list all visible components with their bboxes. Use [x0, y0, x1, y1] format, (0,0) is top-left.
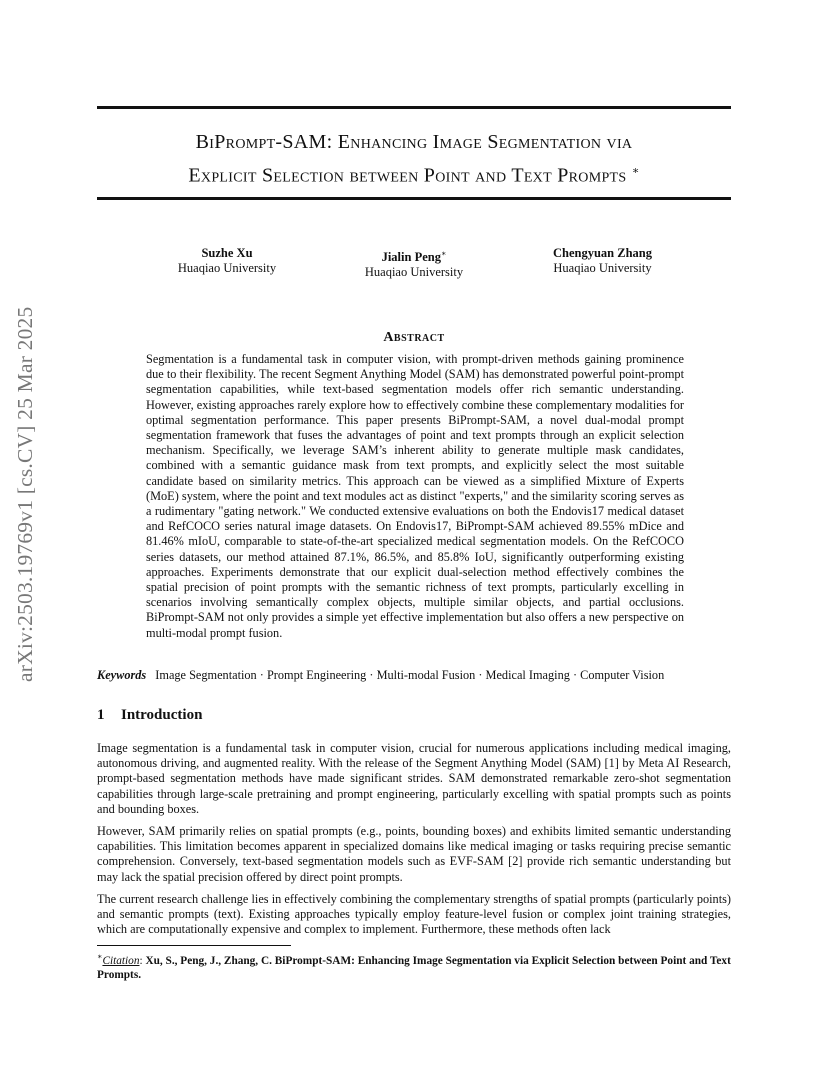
author-name: Suzhe Xu	[201, 246, 253, 260]
paper-title	[97, 128, 731, 191]
author-1	[172, 246, 282, 276]
footnote-citation: Xu, S., Peng, J., Zhang, C. BiPrompt-SAM: Enhancing Image Segmentation via Explicit Selection between Point and Text Prompts.	[97, 954, 731, 981]
title-top-rule	[97, 106, 731, 109]
title-bottom-rule	[97, 197, 731, 200]
abstract-text: Segmentation is a fundamental task in computer vision, with prompt-driven methods gaining prominence due to their flexibility. The recent Segment Anything Model (SAM) has demonstrated powerful point-prompt segmentation capabilities, while text-based segmentation models offer rich semantic understanding. However, existing approaches rarely explore how to effectively combine these complementary modalities for optimal segmentation performance. This paper presents BiPrompt-SAM, a novel dual-modal prompt segmentation framework that fuses the advantages of point and text prompts through an explicit selection mechanism. Specifically, we leverage SAM’s inherent ability to generate multiple mask candidates, combined with a semantic guidance mask from text prompts, and explicitly select the most suitable candidate based on similarity metrics. This approach can be viewed as a simplified Mixture of Experts (MoE) system, where the point and text modules act as distinct "experts," and the similarity scoring serves as a rudimentary "gating network." We conducted extensive evaluations on both the Endovis17 medical dataset and RefCOCO series natural image datasets. On Endovis17, BiPrompt-SAM achieved 89.55% mDice and 81.46% mIoU, comparable to state-of-the-art specialized medical segmentation models. On the RefCOCO series datasets, our method attained 87.1%, 86.5%, and 85.8% IoU, significantly outperforming existing approaches. Experiments demonstrate that our explicit dual-selection method effectively combines the spatial precision of point prompts with the semantic richness of text prompts, particularly excelling in scenarios involving semantically complex objects, multiple similar objects, and partial occlusions. BiPrompt-SAM not only provides a simple yet effective implementation but also offers a new perspective on multi-modal prompt fusion.	[146, 352, 684, 640]
author-marker: ∗	[440, 249, 447, 258]
section-heading	[97, 707, 202, 724]
section-title: Introduction	[121, 707, 203, 723]
footnote	[97, 950, 731, 982]
footnote-marker: ∗	[97, 952, 103, 961]
paragraph: Image segmentation is a fundamental task in computer vision, crucial for numerous applications including medical imaging, autonomous driving, and augmented reality. With the release of the Segment Anything Model (SAM) [1] by Meta AI Research, prompt-based segmentation methods have made significant strides. SAM demonstrated remarkable zero-shot segmentation capabilities through large-scale pretraining and prompt engineering, particularly excelling with spatial prompts such as points and bounding boxes.	[97, 741, 731, 816]
title-line-2: Explicit Selection between Point and Text Prompts ∗	[188, 164, 640, 187]
citation-link[interactable]: Citation	[102, 954, 140, 967]
title-line-1: BiPrompt-SAM: Enhancing Image Segmentation via	[195, 131, 633, 153]
footnote-rule	[97, 945, 291, 946]
section-number: 1	[97, 707, 105, 723]
introduction-body	[97, 741, 731, 944]
abstract-heading: Abstract	[383, 330, 445, 345]
author-name: Chengyuan Zhang	[553, 246, 652, 260]
author-affiliation: Huaqiao University	[177, 261, 277, 275]
keywords-line	[97, 668, 664, 683]
keywords-heading: Keywords	[97, 668, 147, 682]
author-3	[545, 246, 660, 276]
footnote-separator: :	[139, 954, 146, 967]
keywords-text: Image Segmentation · Prompt Engineering · Multi-modal Fusion · Medical Imaging · Computer Vision	[155, 668, 665, 682]
author-2	[358, 246, 470, 280]
paragraph: The current research challenge lies in effectively combining the complementary strengths of spatial prompts (particularly points) and semantic prompts (text). Existing approaches typically employ feature-level fusion or complex joint training strategies, which are computationally expensive and complex to implement. Furthermore, these methods often lack	[97, 891, 731, 937]
author-name: Jialin Peng∗	[381, 249, 447, 265]
author-affiliation: Huaqiao University	[364, 265, 464, 280]
title-footnote-marker: ∗	[631, 165, 640, 177]
arxiv-stamp: arXiv:2503.19769v1 [cs.CV] 25 Mar 2025	[13, 306, 37, 682]
author-affiliation: Huaqiao University	[553, 261, 652, 275]
paragraph: However, SAM primarily relies on spatial prompts (e.g., points, bounding boxes) and exhibits limited semantic understanding capabilities. This limitation becomes apparent in specialized domains like medical imaging or tasks requiring precise semantic comprehension. Conversely, text-based segmentation models such as EVF-SAM [2] provide rich semantic understanding but may lack the spatial precision offered by direct point prompts.	[97, 824, 731, 884]
